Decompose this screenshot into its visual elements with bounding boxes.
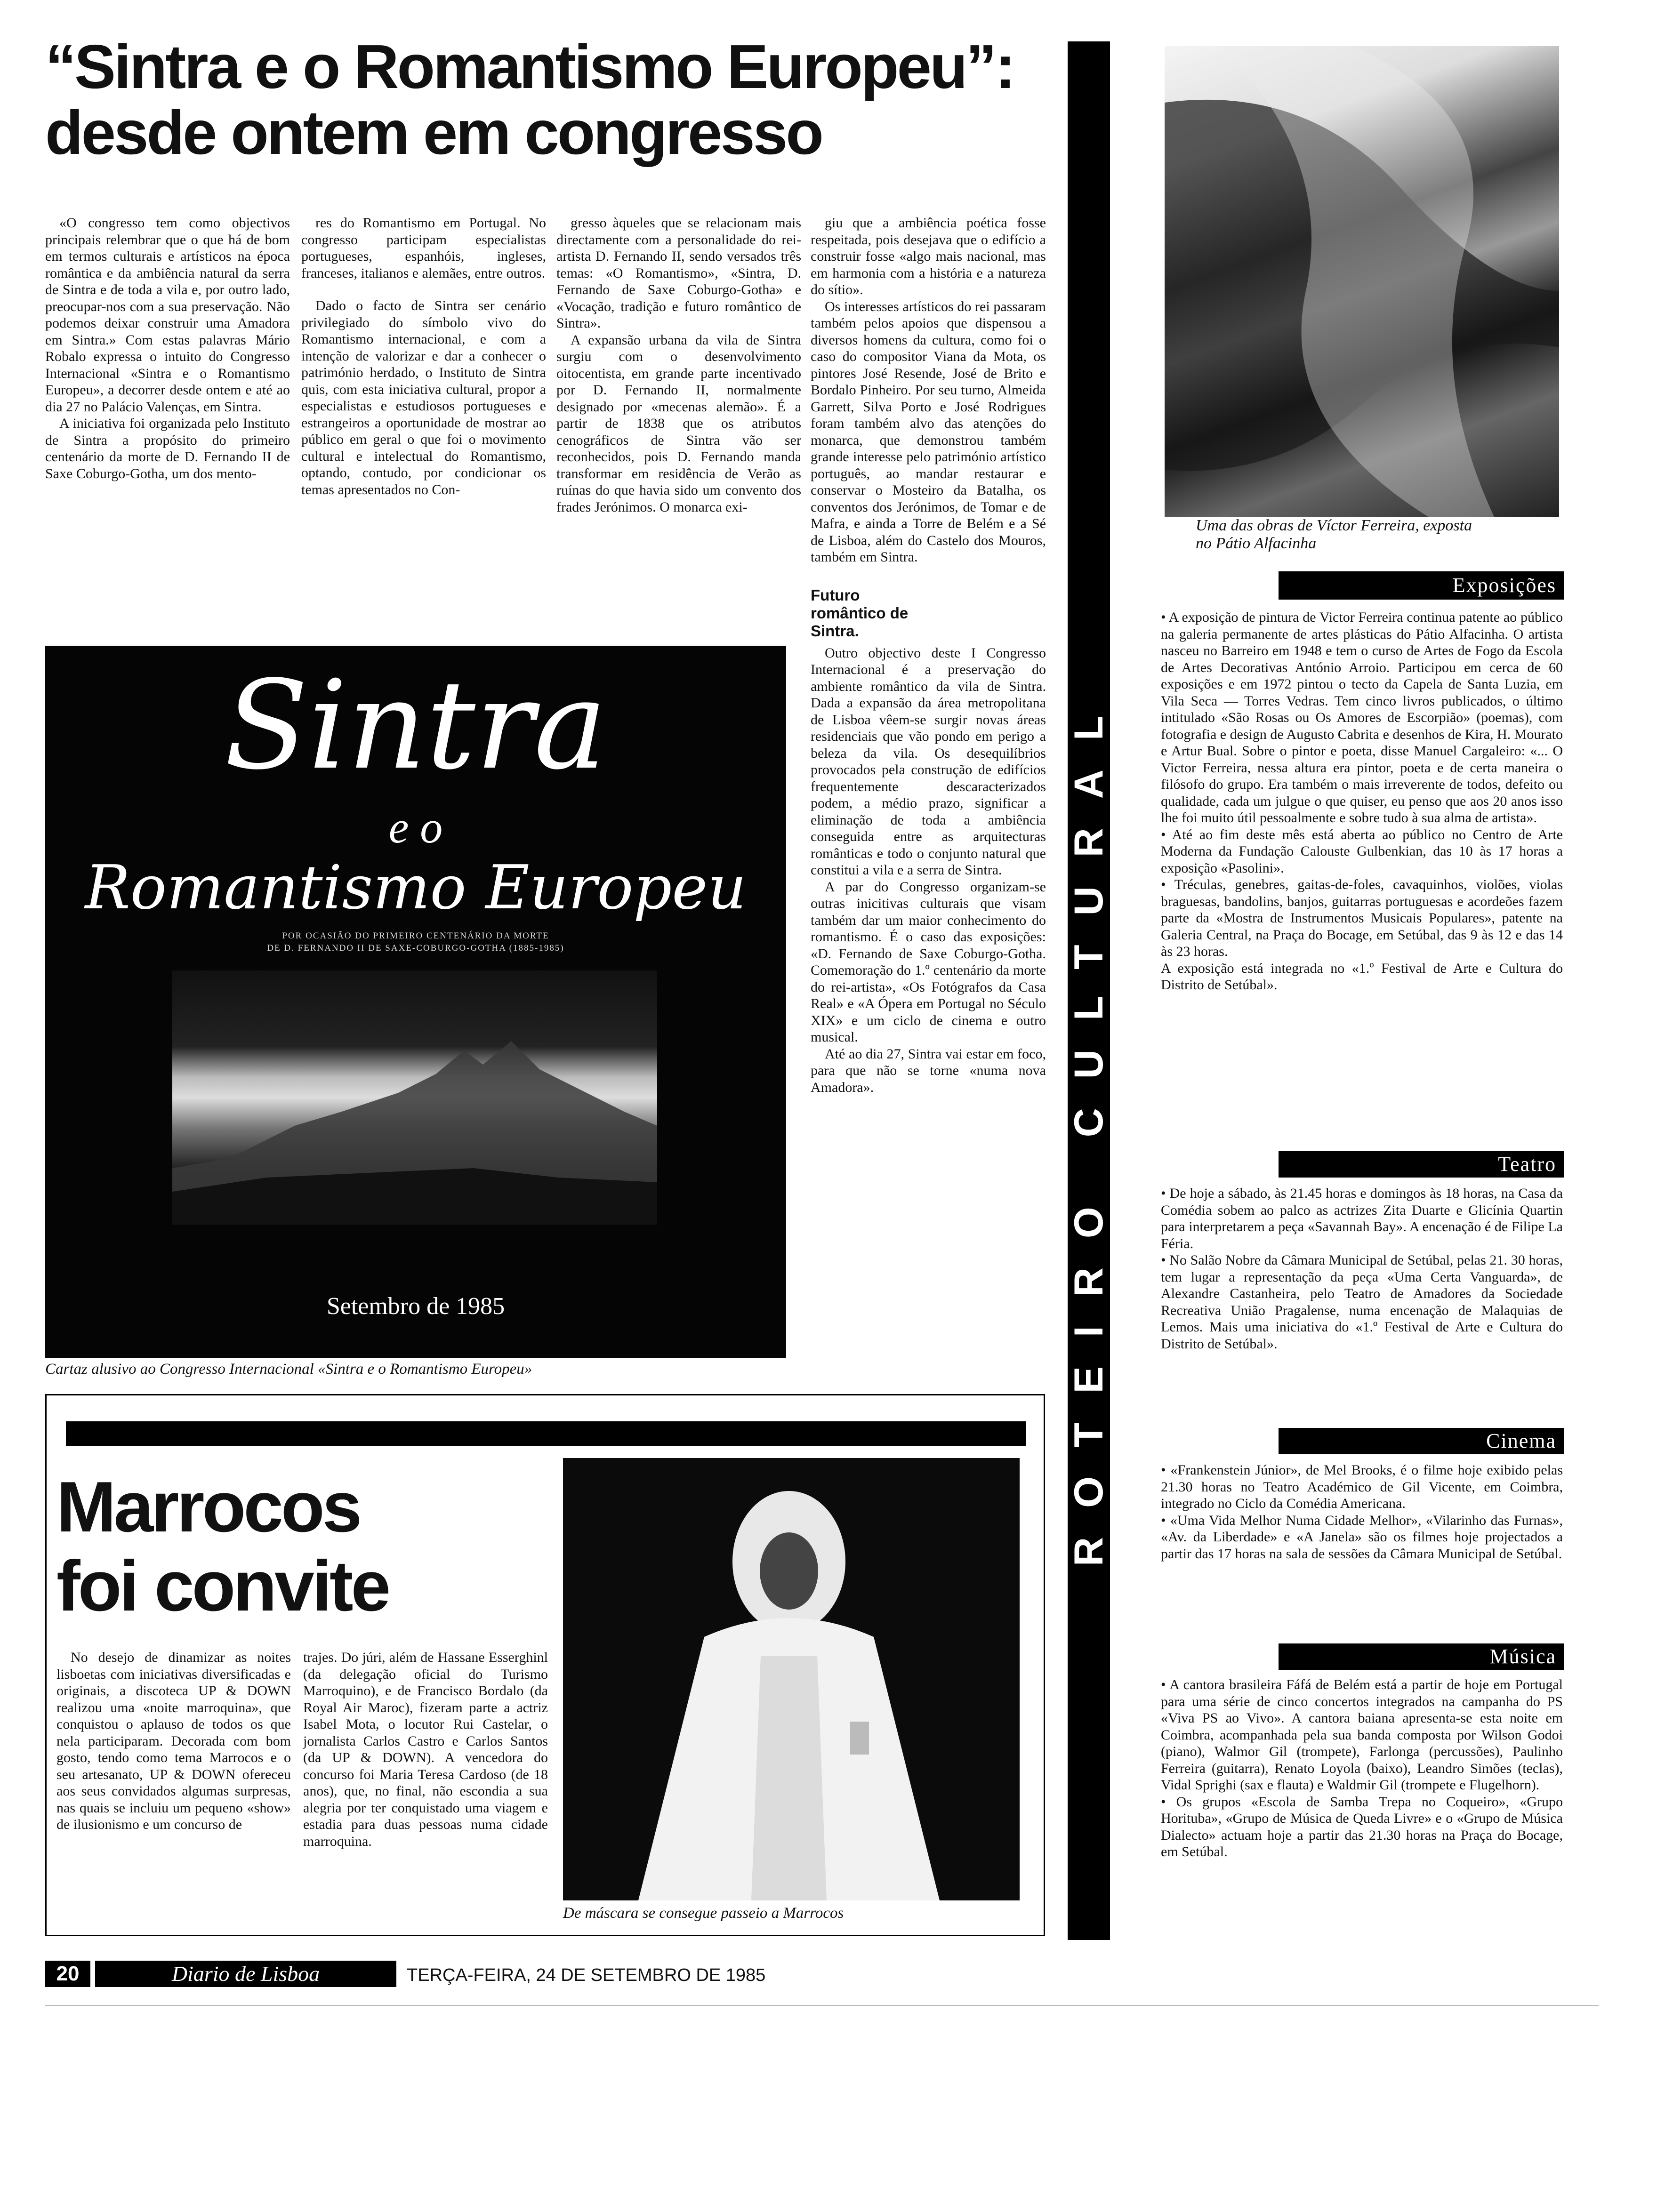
exposicoes-list (1161, 609, 1563, 994)
sintra-column-2 (301, 215, 546, 498)
marrocos-photo (563, 1458, 1020, 1900)
page-footer (45, 1961, 766, 1987)
page-number: 20 (45, 1961, 90, 1987)
footer-date: TERÇA-FEIRA, 24 DE SETEMBRO DE 1985 (407, 1965, 766, 1985)
bottom-divider (45, 2005, 1599, 2006)
paragraph: giu que a ambiência poética fosse respeitada, pois desejava que o edifício a construir fosse «algo mais nacional, mas em harmonia com a história e a natureza do sítio». (811, 215, 1046, 297)
roteiro-photo (1165, 46, 1559, 517)
roteiro-photo-caption (1196, 517, 1572, 553)
marrocos-headline (56, 1467, 527, 1626)
exposicoes-heading: Exposições (1279, 571, 1564, 600)
sintra-column-3 (556, 215, 801, 515)
teatro-heading: Teatro (1279, 1151, 1564, 1178)
poster-occasion-line2: DE D. FERNANDO II DE SAXE-COBURGO-GOTHA (1885-1985) (267, 943, 564, 953)
list-item: • Tréculas, genebres, gaitas-de-foles, cavaquinhos, violões, violas braguesas, bandolins, banjos, guitarras portuguesas e acordeões fazem parte da «Mostra de Instrumentos Musicais Populares», patente na Galeria Central, na Praça do Bocage, em Setúbal, das 9 às 12 e das 14 às 23 horas. (1161, 877, 1563, 959)
paragraph: Os interesses artísticos do rei passaram também pelos apoios que dispensou a diversos homens da cultura, como foi o caso do compositor Viana da Mota, os pintores José Resende, José de Brito e Bordalo Pinheiro. Por seu turno, Almeida Garrett, Silva Porto e José Rodrigues foram também alvo das atenções do monarca, que demonstrou também grande interesse pelo património artístico português, ao mandar restaurar e conservar o Mosteiro da Batalha, os conventos dos Jerónimos, de Tomar e de Mafra, e ainda a Torre de Belém e a Sé de Lisboa, além do Castelo dos Mouros, também em Sintra. (811, 298, 1046, 565)
paragraph: Até ao dia 27, Sintra vai estar em foco, para que não se torne «numa nova Amadora». (811, 1046, 1046, 1095)
musica-heading: Música (1279, 1643, 1564, 1670)
roteiro-photo-caption-line2: no Pátio Alfacinha (1196, 535, 1317, 552)
roteiro-vertical-label: ROTEIRO CULTURAL (1066, 686, 1111, 1566)
paragraph: A iniciativa foi organizada pelo Instituto de Sintra a propósito do primeiro centenário da morte de D. Fernando II de Saxe Coburgo-Gotha, um dos mento- (45, 416, 290, 481)
marrocos-top-bar (66, 1421, 1026, 1446)
paragraph: res do Romantismo em Portugal. No congresso participam especialistas portugueses, espanhóis, ingleses, franceses, italianos e alemães, entre outros. (301, 215, 546, 281)
paragraph: Outro objectivo deste I Congresso Internacional é a preservação do ambiente romântico da vila de Sintra. Dada a expansão da área metropolitana de Lisboa vêem-se surgir novas áreas residenciais que vão pondo em perigo a beleza da vila. Os desequilíbrios provocados pela construção de edifícios frequentemente descaracterizados podem, a médio prazo, significar a eliminação de toda a ambiência conseguida entre as arquitecturas românticas e todo o conjunto natural que constitui a vila e a serra de Sintra. (811, 645, 1046, 878)
poster-title: Sintra (224, 655, 607, 797)
marrocos-headline-line1: Marrocos (56, 1467, 360, 1547)
paragraph: «O congresso tem como objectivos principais relembrar que o que há de bom em termos culturais e artísticos na época romântica e da ambiência natural da serra de Sintra e de toda a vila e, por outro lado, preocupar-nos com a sua preservação. Não podemos deixar construir uma Amadora em Sintra.» Com estas palavras Mário Robalo expressa o intuito do Congresso Internacional «Sintra e o Romantismo Europeu», a decorrer desde ontem e até ao dia 27 no Palácio Valenças, em Sintra. (45, 215, 290, 415)
marrocos-photo-caption: De máscara se consegue passeio a Marrocos (563, 1905, 844, 1922)
list-item: • A exposição de pintura de Victor Ferreira continua patente ao público na galeria permanente de artes plásticas do Pátio Alfacinha. O artista nasceu no Barreiro em 1948 e tem o curso de Artes de Fogo da Escola de Artes Decorativas António Arroio. Participou em cerca de 60 exposições e em 1972 pintou o tecto da Capela de Santa Luzia, em Vila Seca — Torres Vedras. Tem cinco livros publicados, o último intitulado «São Rosas ou Os Amores de Escorpião» (poemas), com fotografia e design de Augusto Cabrita e desenhos de Kira, H. Mourato e Artur Bual. Sobre o pintor e poeta, disse Manuel Cargaleiro: «... O Victor Ferreira, nessa altura era pintor, poeta e de certa maneira o filósofo do grupo. Era também o mais irreverente de todos, defeito ou qualidade, cada um julgue o que quiser, eu penso que aos 20 anos isso lhe foi muito útil pessoalmente e sobre tudo à sua alma de artista». (1161, 609, 1563, 825)
poster-occasion (45, 930, 786, 954)
teatro-list (1161, 1185, 1563, 1352)
poster-occasion-line1: POR OCASIÃO DO PRIMEIRO CENTENÁRIO DA MORTE (282, 931, 549, 941)
paragraph: gresso àqueles que se relacionam mais directamente com a personalidade do rei-artista D. Fernando II, sendo versados três temas: «O Romantismo», «Sintra, D. Fernando de Saxe Coburgo-Gotha» e «Vocação, tradição e futuro romântico de Sintra». (556, 215, 801, 331)
poster-caption: Cartaz alusivo ao Congresso Internacional «Sintra e o Romantismo Europeu» (45, 1361, 532, 1378)
poster-eo: e o (388, 802, 443, 852)
abstract-painting (1165, 46, 1559, 517)
roteiro-photo-caption-line1: Uma das obras de Víctor Ferreira, exposta (1196, 517, 1472, 534)
paragraph: A par do Congresso organizam-se outras inicitivas culturais que visam também dar um maior conhecimento do romantismo. É o caso das exposições: «D. Fernando de Saxe Coburgo-Gotha. Comemoração do 1.º centenário da morte do rei-artista», «Os Fotógrafos da Casa Real» e «A Ópera em Portugal no Século XIX» e um ciclo de cinema e outro musical. (811, 879, 1046, 1045)
poster-mountain-photo (172, 970, 657, 1225)
marrocos-headline-line2: foi convite (56, 1546, 389, 1626)
marrocos-column-2 (303, 1649, 548, 1850)
sintra-headline (45, 34, 1057, 166)
list-item: • No Salão Nobre da Câmara Municipal de Setúbal, pelas 21. 30 horas, tem lugar a representação da peça «Uma Certa Vanguarda», de Alexandre Castanheira, pelo Teatro de Amadores da Sociedade Recreativa União Pragalense, numa encenação de Malaquias de Lemos. Mais uma iniciativa do «1.º Festival de Arte e Cultura do Distrito de Setúbal». (1161, 1252, 1563, 1352)
list-item: • Os grupos «Escola de Samba Trepa no Coqueiro», «Grupo Horituba», «Grupo de Música de Queda Livre» e o «Grupo de Música Dialecto» actuam hoje a partir das 21.30 horas na Praça do Bocage, em Setúbal. (1161, 1794, 1563, 1859)
paragraph: Dado o facto de Sintra ser cenário privilegiado do símbolo vivo do Romantismo internacional, e com a intenção de valorizar e dar a conhecer o património herdado, o Instituto de Sintra quis, com esta iniciativa cultural, propor a especialistas e estudiosos portugueses e estrangeiros a oportunidade de mostrar ao público em geral o que foi o movimento cultural e intelectual do Romantismo, optando, contudo, por condicionar os temas apresentados no Con- (301, 298, 546, 497)
list-item: • A cantora brasileira Fáfá de Belém está a partir de hoje em Portugal para uma série de cinco concertos integrados na campanha do PS «Viva PS ao Vivo». A cantora baiana apresenta-se esta noite em Coimbra, acompanhada pela sua banda composta por Wilson Godoi (piano), Walmor Gil (trompete), Farlonga (percussões), Paulinho Ferreira (guitarra), Renato Loyola (baixo), Leandro Simões (teclas), Vidal Sprighi (sax e flauta) e Waldmir Gil (trompete e Flugelhorn). (1161, 1677, 1563, 1793)
sintra-headline-line2: desde ontem em congresso (45, 97, 822, 167)
list-item: • Até ao fim deste mês está aberta ao público no Centro de Arte Moderna da Fundação Calouste Gulbenkian, das 10 às 17 horas a exposição «Pasolini». (1161, 826, 1563, 876)
sintra-column-1 (45, 215, 290, 482)
poster-date: Setembro de 1985 (326, 1293, 505, 1320)
sintra-column-4 (811, 215, 1046, 1096)
sintra-headline-line1: “Sintra e o Romantismo Europeu”: (45, 32, 1014, 101)
robed-figure (563, 1458, 1020, 1900)
paragraph: A expansão urbana da vila de Sintra surgiu com o desenvolvimento oitocentista, em grande parte incentivado por D. Fernando II, normalmente designado por «mecenas alemão». É a partir de 1838 que os atributos cenográficos de Sintra vão ser reconhecidos, pois D. Fernando manda transformar em residência de Verão as ruínas do que havia sido um convento dos frades Jerónimos. O monarca exi- (556, 332, 801, 515)
list-item: A exposição está integrada no «1.º Festival de Arte e Cultura do Distrito de Setúbal». (1161, 960, 1563, 993)
roteiro-vertical-banner (1068, 41, 1110, 1940)
list-item: • De hoje a sábado, às 21.45 horas e domingos às 18 horas, na Casa da Comédia sobem ao palco as actrizes Zita Duarte e Glicínia Quartin para interpretarem a peça «Savannah Bay». A encenação é de Filipe La Féria. (1161, 1186, 1563, 1251)
list-item: • «Uma Vida Melhor Numa Cidade Melhor», «Vilarinho das Furnas», «Av. da Liberdade» e «A Janela» são os filmes hoje projectados a partir das 17 horas na sala de sessões da Câmara Municipal de Setúbal. (1161, 1512, 1563, 1562)
marrocos-column-1 (56, 1649, 291, 1833)
sintra-subhead: Futuro romântico de Sintra. (811, 586, 909, 640)
paragraph: No desejo de dinamizar as noites lisboetas com iniciativas diversificadas e originais, a discoteca UP & DOWN realizou uma «noite marroquina», que conquistou o aplauso de todos os que nela participaram. Decorada com bom gosto, tendo como tema Marrocos e o seu artesanato, UP & DOWN ofereceu aos seus convidados algumas surpresas, nas quais se incluiu um pequeno «show» de ilusionismo e um concurso de (56, 1650, 291, 1832)
sintra-poster (45, 646, 786, 1358)
poster-subtitle: Romantismo Europeu (85, 853, 747, 923)
mountain-silhouette (172, 970, 657, 1225)
cinema-list (1161, 1462, 1563, 1562)
paper-name: Diario de Lisboa (95, 1961, 396, 1987)
list-item: • «Frankenstein Júnior», de Mel Brooks, é o filme hoje exibido pelas 21.30 horas no Teatro Académico de Gil Vicente, em Coimbra, integrado no Ciclo da Comédia Americana. (1161, 1462, 1563, 1511)
cinema-heading: Cinema (1279, 1428, 1564, 1454)
musica-list (1161, 1676, 1563, 1860)
paragraph: trajes. Do júri, além de Hassane Esserghinl (da delegação oficial do Turismo Marroquino), e de Francisco Bordalo (da Royal Air Maroc), fizeram parte a actriz Isabel Mota, o locutor Rui Castelar, o jornalista Carlos Castro e Carlos Santos (da UP & DOWN). A vencedora do concurso foi Maria Teresa Cardoso (de 18 anos), que, no final, não escondia a sua alegria por ter conquistado uma viagem e estadia para duas pessoas numa cidade marroquina. (303, 1650, 548, 1849)
